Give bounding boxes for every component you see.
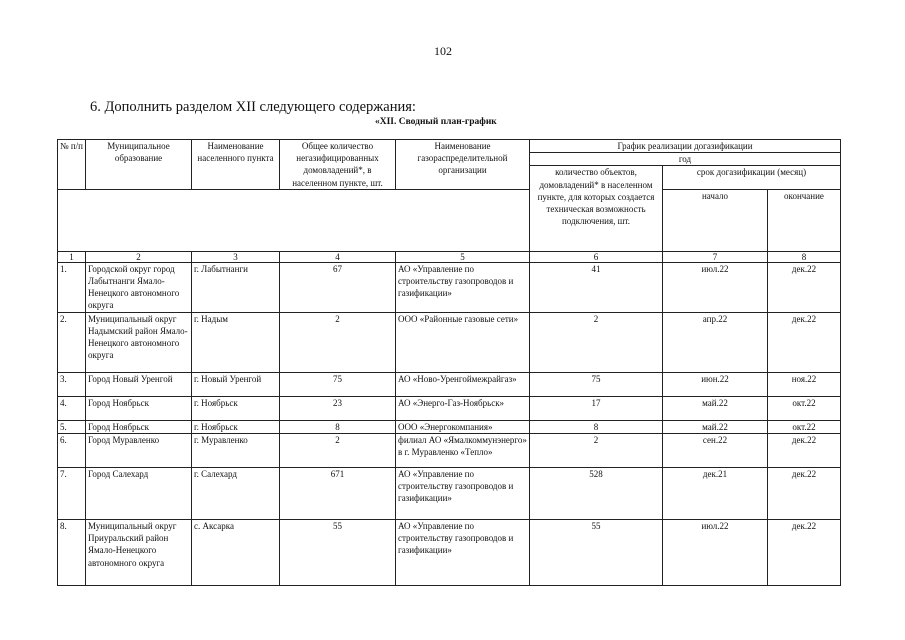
cell-end: дек.22 bbox=[768, 468, 841, 520]
cell-settlement: с. Аксарка bbox=[192, 520, 280, 586]
cell-municipality: Муниципальный округ Приуральский район Ямало-Ненецкого автономного округа bbox=[86, 520, 192, 586]
cell-organization: АО «Управление по строительству газопроводов и газификации» bbox=[396, 520, 530, 586]
cell-total: 8 bbox=[280, 420, 396, 433]
cell-municipality: Муниципальный округ Надымский район Ямало-Ненецкого автономного округа bbox=[86, 312, 192, 372]
column-number: 3 bbox=[192, 251, 280, 262]
cell-end: дек.22 bbox=[768, 434, 841, 468]
cell-start: май.22 bbox=[663, 420, 768, 433]
cell-start: апр.22 bbox=[663, 312, 768, 372]
cell-settlement: г. Лабытнанги bbox=[192, 262, 280, 312]
header-organization: Наименование газораспределительной организации bbox=[396, 140, 530, 190]
cell-objects: 17 bbox=[530, 396, 663, 420]
table-row bbox=[58, 396, 841, 420]
table-row bbox=[58, 312, 841, 372]
table-row bbox=[58, 262, 841, 312]
table-row bbox=[58, 468, 841, 520]
cell-municipality: Городской округ город Лабытнанги Ямало-Ненецкого автономного округа bbox=[86, 262, 192, 312]
section-subheading: «XII. Сводный план-график bbox=[375, 117, 497, 127]
cell-settlement: г. Новый Уренгой bbox=[192, 372, 280, 396]
header-total: Общее количество негазифицированных домовладений*, в населенном пункте, шт. bbox=[280, 140, 396, 190]
cell-objects: 2 bbox=[530, 434, 663, 468]
cell-objects: 8 bbox=[530, 420, 663, 433]
cell-num: 6. bbox=[58, 434, 86, 468]
table-row bbox=[58, 372, 841, 396]
header-num: № п/п bbox=[58, 140, 86, 190]
header-end: окончание bbox=[768, 189, 841, 251]
cell-objects: 41 bbox=[530, 262, 663, 312]
cell-end: дек.22 bbox=[768, 312, 841, 372]
cell-end: ноя.22 bbox=[768, 372, 841, 396]
cell-municipality: Город Ноябрьск bbox=[86, 396, 192, 420]
header-settlement: Наименование населенного пункта bbox=[192, 140, 280, 190]
cell-organization: филиал АО «Ямалкоммунэнерго» в г. Муравленко «Тепло» bbox=[396, 434, 530, 468]
cell-total: 671 bbox=[280, 468, 396, 520]
cell-organization: АО «Ново-Уренгоймежрайгаз» bbox=[396, 372, 530, 396]
header-spacer bbox=[58, 189, 530, 251]
table-row bbox=[58, 434, 841, 468]
table-row bbox=[58, 420, 841, 433]
column-number: 7 bbox=[663, 251, 768, 262]
cell-total: 2 bbox=[280, 312, 396, 372]
cell-num: 8. bbox=[58, 520, 86, 586]
cell-objects: 528 bbox=[530, 468, 663, 520]
cell-start: июл.22 bbox=[663, 262, 768, 312]
column-number: 4 bbox=[280, 251, 396, 262]
cell-municipality: Город Новый Уренгой bbox=[86, 372, 192, 396]
cell-end: окт.22 bbox=[768, 420, 841, 433]
cell-organization: АО «Энерго-Газ-Ноябрьск» bbox=[396, 396, 530, 420]
cell-total: 23 bbox=[280, 396, 396, 420]
cell-start: июл.22 bbox=[663, 520, 768, 586]
cell-municipality: Город Ноябрьск bbox=[86, 420, 192, 433]
plan-schedule-table bbox=[57, 139, 841, 586]
cell-end: дек.22 bbox=[768, 520, 841, 586]
cell-total: 55 bbox=[280, 520, 396, 586]
column-number: 1 bbox=[58, 251, 86, 262]
header-schedule: График реализации догазификации bbox=[530, 140, 841, 153]
cell-num: 2. bbox=[58, 312, 86, 372]
cell-organization: ООО «Энергокомпания» bbox=[396, 420, 530, 433]
cell-settlement: г. Надым bbox=[192, 312, 280, 372]
cell-municipality: Город Муравленко bbox=[86, 434, 192, 468]
cell-organization: АО «Управление по строительству газопроводов и газификации» bbox=[396, 262, 530, 312]
cell-objects: 55 bbox=[530, 520, 663, 586]
cell-num: 3. bbox=[58, 372, 86, 396]
cell-num: 7. bbox=[58, 468, 86, 520]
cell-start: май.22 bbox=[663, 396, 768, 420]
cell-end: дек.22 bbox=[768, 262, 841, 312]
cell-start: сен.22 bbox=[663, 434, 768, 468]
cell-total: 2 bbox=[280, 434, 396, 468]
column-number: 2 bbox=[86, 251, 192, 262]
cell-objects: 2 bbox=[530, 312, 663, 372]
page-number: 102 bbox=[434, 44, 452, 58]
cell-start: дек.21 bbox=[663, 468, 768, 520]
cell-settlement: г. Салехард bbox=[192, 468, 280, 520]
header-term: срок догазификации (месяц) bbox=[663, 166, 841, 189]
cell-settlement: г. Ноябрьск bbox=[192, 396, 280, 420]
table-row bbox=[58, 520, 841, 586]
section-heading: 6. Дополнить разделом XII следующего содержания: bbox=[90, 99, 416, 115]
header-year: год bbox=[530, 153, 841, 166]
cell-end: окт.22 bbox=[768, 396, 841, 420]
cell-organization: АО «Управление по строительству газопроводов и газификации» bbox=[396, 468, 530, 520]
cell-total: 75 bbox=[280, 372, 396, 396]
cell-organization: ООО «Районные газовые сети» bbox=[396, 312, 530, 372]
header-municipality: Муниципальное образование bbox=[86, 140, 192, 190]
cell-settlement: г. Муравленко bbox=[192, 434, 280, 468]
cell-num: 1. bbox=[58, 262, 86, 312]
cell-municipality: Город Салехард bbox=[86, 468, 192, 520]
cell-objects: 75 bbox=[530, 372, 663, 396]
header-start: начало bbox=[663, 189, 768, 251]
header-objects: количество объектов, домовладений* в населенном пункте, для которых создается техническая возможность подключения, шт. bbox=[530, 166, 663, 251]
cell-num: 4. bbox=[58, 396, 86, 420]
cell-start: июн.22 bbox=[663, 372, 768, 396]
column-number: 8 bbox=[768, 251, 841, 262]
cell-settlement: г. Ноябрьск bbox=[192, 420, 280, 433]
cell-total: 67 bbox=[280, 262, 396, 312]
column-number: 6 bbox=[530, 251, 663, 262]
column-numbers-row bbox=[58, 251, 841, 262]
cell-num: 5. bbox=[58, 420, 86, 433]
column-number: 5 bbox=[396, 251, 530, 262]
